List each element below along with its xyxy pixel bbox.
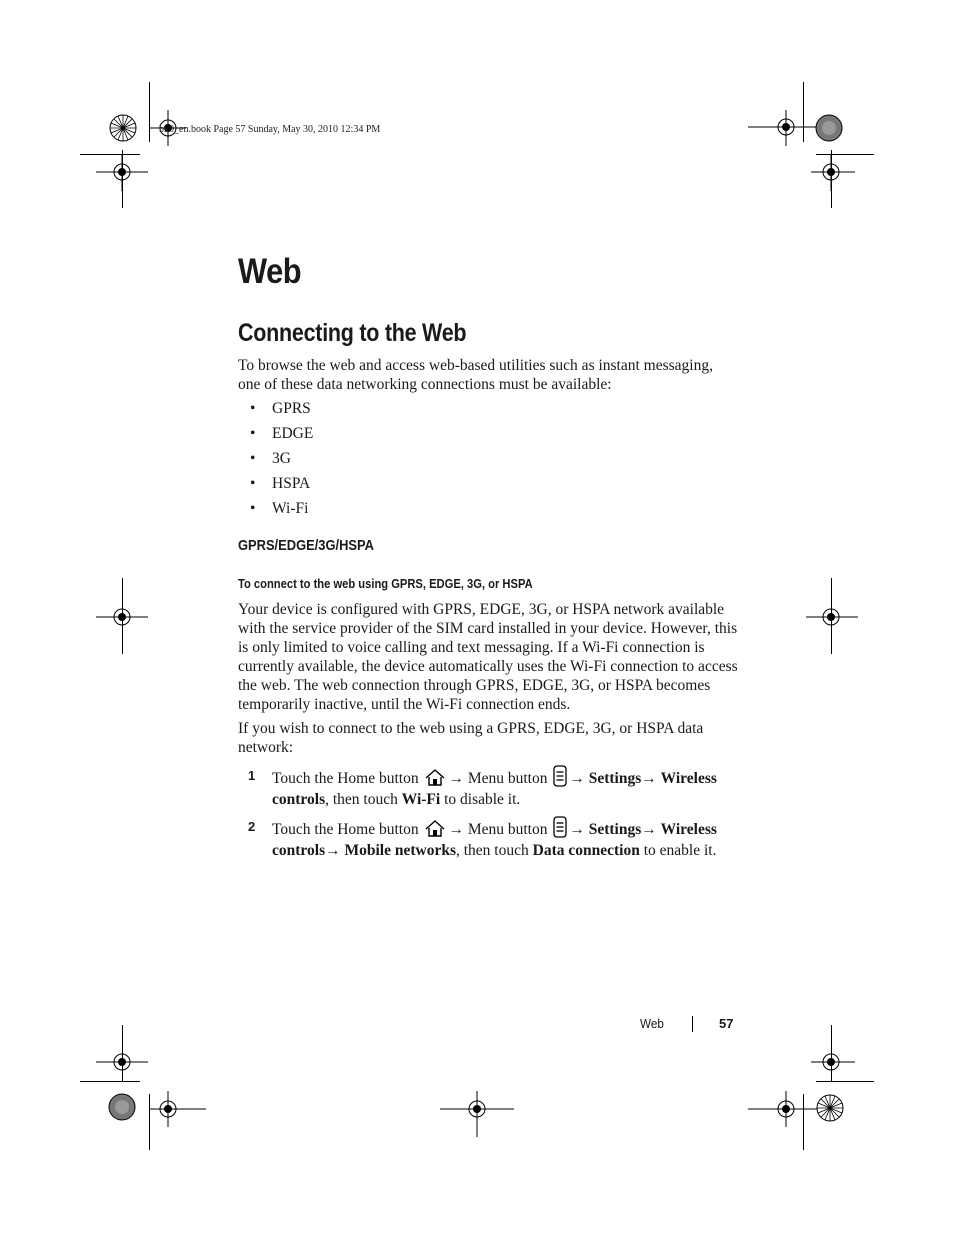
list-item: • EDGE <box>250 425 314 442</box>
print-header-note: bk0_en.book Page 57 Sunday, May 30, 2010 12:34 PM <box>159 124 381 135</box>
procedure-title: To connect to the web using GPRS, EDGE, 3G, or HSPA <box>238 576 533 591</box>
list-item: • GPRS <box>250 400 311 417</box>
gray-target-icon <box>815 114 843 142</box>
registration-target-icon <box>440 1091 514 1137</box>
registration-target-icon <box>748 110 824 146</box>
step-1: 1 Touch the Home button → Menu button → Settings→ Wireless controls, then touch Wi-Fi to disable it. <box>248 765 728 810</box>
connection-list <box>250 398 313 523</box>
bullet-marker: • <box>250 400 256 417</box>
gray-target-icon <box>108 1093 136 1121</box>
section-title: Connecting to the Web <box>238 319 467 347</box>
bullet-marker: • <box>250 500 256 517</box>
step-number: 2 <box>248 819 256 834</box>
footer-section-label: Web <box>640 1016 664 1031</box>
registration-target-icon <box>96 1045 148 1081</box>
paragraph-1: Your device is configured with GPRS, EDGE, 3G, or HSPA network available with the service provider of the SIM card installed in your device. However, this is only limited to voice calling and text messaging. If a Wi-Fi connection is currently available, the device automatically uses the Wi-Fi connection to access the web. The web connection through GPRS, EDGE, 3G, or HSPA becomes temporarily inactive, until the Wi-Fi connection ends. <box>238 601 738 713</box>
footer-divider <box>692 1016 693 1032</box>
list-item: • Wi-Fi <box>250 500 309 517</box>
registration-target-icon <box>150 1091 206 1127</box>
home-icon <box>424 769 446 787</box>
list-item: • 3G <box>250 450 291 467</box>
intro-text: To browse the web and access web-based utilities such as instant messaging, one of these data networking connections must be available: <box>238 357 713 393</box>
list-item: • HSPA <box>250 475 311 492</box>
registration-target-icon <box>811 1045 855 1081</box>
chapter-title: Web <box>238 252 302 291</box>
step-number: 1 <box>248 768 256 783</box>
bullet-marker: • <box>250 475 256 492</box>
bullet-marker: • <box>250 450 256 467</box>
registration-target-icon <box>748 1091 824 1127</box>
subsection-title: GPRS/EDGE/3G/HSPA <box>238 537 374 554</box>
starburst-target-icon <box>108 113 138 143</box>
menu-icon <box>553 816 567 838</box>
registration-target-icon <box>96 600 148 636</box>
intro-paragraph <box>238 356 738 394</box>
paragraph-2: If you wish to connect to the web using a GPRS, EDGE, 3G, or HSPA data network: <box>238 720 704 756</box>
menu-icon <box>553 765 567 787</box>
registration-target-icon <box>811 155 855 191</box>
bullet-marker: • <box>250 425 256 442</box>
page-number: 57 <box>719 1016 734 1031</box>
starburst-target-icon <box>815 1093 845 1123</box>
step-2: 2 Touch the Home button → Menu button → Settings→ Wireless controls→ Mobile networks, then touch Data connection to enable it. <box>248 816 728 861</box>
registration-target-icon <box>96 155 148 191</box>
home-icon <box>424 820 446 838</box>
registration-target-icon <box>806 600 858 636</box>
